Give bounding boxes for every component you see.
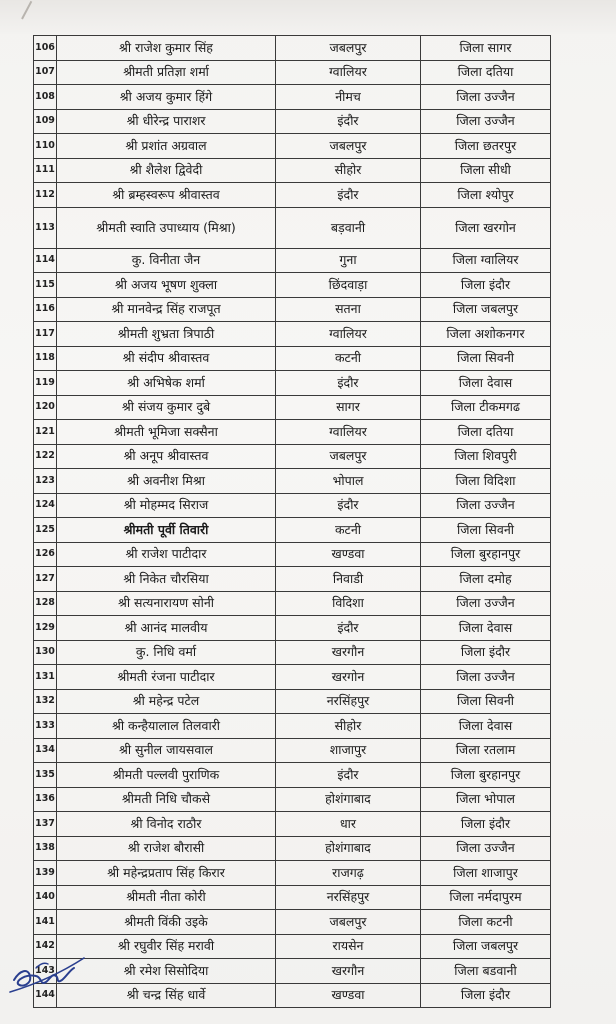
serial-number-cell: 130	[34, 640, 57, 665]
current-posting-cell: नरसिंहपुर	[276, 885, 421, 910]
serial-number-cell: 107	[34, 60, 57, 85]
current-posting-cell: कटनी	[276, 518, 421, 543]
new-posting-cell: जिला देवास	[421, 714, 551, 739]
new-posting-cell: जिला जबलपुर	[421, 934, 551, 959]
new-posting-cell: जिला खरगोन	[421, 207, 551, 248]
officer-name-cell: श्री अभिषेक शर्मा	[57, 371, 276, 396]
serial-number-cell: 108	[34, 85, 57, 110]
current-posting-cell: इंदौर	[276, 109, 421, 134]
officer-name-cell: श्री राजेश पाटीदार	[57, 542, 276, 567]
current-posting-cell: जबलपुर	[276, 36, 421, 61]
signature-icon	[6, 940, 86, 1000]
current-posting-cell: रायसेन	[276, 934, 421, 959]
table-row	[34, 518, 551, 543]
new-posting-cell: जिला सिवनी	[421, 518, 551, 543]
officer-name-cell: श्रीमती नीता कोरी	[57, 885, 276, 910]
current-posting-cell: जबलपुर	[276, 444, 421, 469]
new-posting-cell: जिला श्योपुर	[421, 183, 551, 208]
serial-number-cell: 141	[34, 910, 57, 935]
current-posting-cell: खरगौन	[276, 959, 421, 984]
table-row	[34, 346, 551, 371]
current-posting-cell: इंदौर	[276, 371, 421, 396]
table-row	[34, 322, 551, 347]
new-posting-cell: जिला इंदौर	[421, 812, 551, 837]
current-posting-cell: नरसिंहपुर	[276, 689, 421, 714]
table-row	[34, 787, 551, 812]
new-posting-cell: जिला देवास	[421, 371, 551, 396]
table-row	[34, 689, 551, 714]
serial-number-cell: 119	[34, 371, 57, 396]
officer-name-cell: श्री शैलेश द्विवेदी	[57, 158, 276, 183]
table-row	[34, 248, 551, 273]
serial-number-cell: 113	[34, 207, 57, 248]
new-posting-cell: जिला भोपाल	[421, 787, 551, 812]
current-posting-cell: खण्डवा	[276, 542, 421, 567]
new-posting-cell: जिला दमोह	[421, 567, 551, 592]
new-posting-cell: जिला दतिया	[421, 60, 551, 85]
table-row	[34, 85, 551, 110]
new-posting-cell: जिला उज्जैन	[421, 109, 551, 134]
table-row	[34, 640, 551, 665]
table-row	[34, 109, 551, 134]
officer-name-cell: श्री राजेश बौरासी	[57, 836, 276, 861]
officer-name-cell: श्रीमती निधि चौकसे	[57, 787, 276, 812]
serial-number-cell: 106	[34, 36, 57, 61]
officer-name-cell: श्रीमती शुभ्रता त्रिपाठी	[57, 322, 276, 347]
officer-name-cell: श्री महेन्द्रप्रताप सिंह किरार	[57, 861, 276, 886]
table-row	[34, 297, 551, 322]
table-row	[34, 444, 551, 469]
serial-number-cell: 126	[34, 542, 57, 567]
serial-number-cell: 136	[34, 787, 57, 812]
officer-name-cell: श्री निकेत चौरसिया	[57, 567, 276, 592]
serial-number-cell: 131	[34, 665, 57, 690]
serial-number-cell: 109	[34, 109, 57, 134]
table-body	[34, 36, 551, 1008]
table-row	[34, 616, 551, 641]
officer-name-cell: श्री मोहम्मद सिराज	[57, 493, 276, 518]
new-posting-cell: जिला इंदौर	[421, 273, 551, 298]
page-top-edge	[0, 0, 616, 34]
new-posting-cell: जिला उज्जैन	[421, 836, 551, 861]
serial-number-cell: 139	[34, 861, 57, 886]
officer-name-cell: श्री सत्यनारायण सोनी	[57, 591, 276, 616]
table-row	[34, 493, 551, 518]
table-row	[34, 812, 551, 837]
new-posting-cell: जिला टीकमगढ	[421, 395, 551, 420]
serial-number-cell: 120	[34, 395, 57, 420]
serial-number-cell: 116	[34, 297, 57, 322]
officer-name-cell: श्री कन्हैयालाल तिलवारी	[57, 714, 276, 739]
serial-number-cell: 122	[34, 444, 57, 469]
serial-number-cell: 124	[34, 493, 57, 518]
serial-number-cell: 129	[34, 616, 57, 641]
current-posting-cell: राजगढ़	[276, 861, 421, 886]
serial-number-cell: 123	[34, 469, 57, 494]
officer-name-cell: श्रीमती पल्लवी पुराणिक	[57, 763, 276, 788]
officer-name-cell: श्री राजेश कुमार सिंह	[57, 36, 276, 61]
officer-name-cell: श्री अजय भूषण शुक्ला	[57, 273, 276, 298]
table-row	[34, 738, 551, 763]
table-row	[34, 207, 551, 248]
new-posting-cell: जिला सिवनी	[421, 689, 551, 714]
officer-name-cell: श्री रघुवीर सिंह मरावी	[57, 934, 276, 959]
new-posting-cell: जिला अशोकनगर	[421, 322, 551, 347]
new-posting-cell: जिला उज्जैन	[421, 665, 551, 690]
serial-number-cell: 127	[34, 567, 57, 592]
officer-name-cell: श्रीमती स्वाति उपाध्याय (मिश्रा)	[57, 207, 276, 248]
current-posting-cell: सीहोर	[276, 714, 421, 739]
table-row	[34, 567, 551, 592]
officer-name-cell: श्रीमती रंजना पाटीदार	[57, 665, 276, 690]
table-row	[34, 959, 551, 984]
serial-number-cell: 117	[34, 322, 57, 347]
current-posting-cell: इंदौर	[276, 493, 421, 518]
new-posting-cell: जिला उज्जैन	[421, 85, 551, 110]
new-posting-cell: जिला सीधी	[421, 158, 551, 183]
new-posting-cell: जिला इंदौर	[421, 983, 551, 1008]
officer-name-cell: श्री अवनीश मिश्रा	[57, 469, 276, 494]
table-row	[34, 910, 551, 935]
serial-number-cell: 132	[34, 689, 57, 714]
officer-name-cell: श्री मानवेन्द्र सिंह राजपूत	[57, 297, 276, 322]
officer-name-cell: श्री विनोद राठौर	[57, 812, 276, 837]
serial-number-cell: 125	[34, 518, 57, 543]
table-row	[34, 591, 551, 616]
current-posting-cell: सागर	[276, 395, 421, 420]
new-posting-cell: जिला कटनी	[421, 910, 551, 935]
table-row	[34, 183, 551, 208]
serial-number-cell: 110	[34, 134, 57, 159]
current-posting-cell: ग्वालियर	[276, 420, 421, 445]
new-posting-cell: जिला विदिशा	[421, 469, 551, 494]
new-posting-cell: जिला इंदौर	[421, 640, 551, 665]
serial-number-cell: 134	[34, 738, 57, 763]
serial-number-cell: 144	[34, 983, 57, 1008]
officer-name-cell: कु. निधि वर्मा	[57, 640, 276, 665]
serial-number-cell: 111	[34, 158, 57, 183]
new-posting-cell: जिला शाजापुर	[421, 861, 551, 886]
table-row	[34, 885, 551, 910]
new-posting-cell: जिला जबलपुर	[421, 297, 551, 322]
table-row	[34, 134, 551, 159]
officer-name-cell: श्री ब्रम्हस्वरूप श्रीवास्तव	[57, 183, 276, 208]
new-posting-cell: जिला उज्जैन	[421, 591, 551, 616]
new-posting-cell: जिला दतिया	[421, 420, 551, 445]
table-row	[34, 665, 551, 690]
serial-number-cell: 112	[34, 183, 57, 208]
officer-name-cell: श्री संदीप श्रीवास्तव	[57, 346, 276, 371]
current-posting-cell: नीमच	[276, 85, 421, 110]
serial-number-cell: 135	[34, 763, 57, 788]
officer-name-cell: श्रीमती पूर्वी तिवारी	[57, 518, 276, 543]
serial-number-cell: 142	[34, 934, 57, 959]
table-row	[34, 861, 551, 886]
officer-name-cell: श्री रमेश सिसोदिया	[57, 959, 276, 984]
officer-name-cell: श्री सुनील जायसवाल	[57, 738, 276, 763]
new-posting-cell: जिला ग्वालियर	[421, 248, 551, 273]
current-posting-cell: ग्वालियर	[276, 60, 421, 85]
officer-name-cell: श्री प्रशांत अग्रवाल	[57, 134, 276, 159]
current-posting-cell: धार	[276, 812, 421, 837]
serial-number-cell: 115	[34, 273, 57, 298]
current-posting-cell: जबलपुर	[276, 910, 421, 935]
current-posting-cell: होशंगाबाद	[276, 836, 421, 861]
current-posting-cell: जबलपुर	[276, 134, 421, 159]
officer-name-cell: कु. विनीता जैन	[57, 248, 276, 273]
table-row	[34, 983, 551, 1008]
new-posting-cell: जिला उज्जैन	[421, 493, 551, 518]
officer-name-cell: श्री धीरेन्द्र पाराशर	[57, 109, 276, 134]
table-row	[34, 371, 551, 396]
officer-name-cell: श्रीमती भूमिजा सक्सैना	[57, 420, 276, 445]
table-row	[34, 395, 551, 420]
current-posting-cell: सीहोर	[276, 158, 421, 183]
officer-name-cell: श्रीमती प्रतिज्ञा शर्मा	[57, 60, 276, 85]
table-row	[34, 273, 551, 298]
current-posting-cell: शाजापुर	[276, 738, 421, 763]
current-posting-cell: विदिशा	[276, 591, 421, 616]
current-posting-cell: इंदौर	[276, 616, 421, 641]
current-posting-cell: गुना	[276, 248, 421, 273]
officer-name-cell: श्री संजय कुमार दुबे	[57, 395, 276, 420]
serial-number-cell: 143	[34, 959, 57, 984]
table-row	[34, 542, 551, 567]
new-posting-cell: जिला देवास	[421, 616, 551, 641]
table-row	[34, 36, 551, 61]
serial-number-cell: 114	[34, 248, 57, 273]
current-posting-cell: सतना	[276, 297, 421, 322]
officer-name-cell: श्री अनूप श्रीवास्तव	[57, 444, 276, 469]
officer-name-cell: श्रीमती विंकी उइके	[57, 910, 276, 935]
current-posting-cell: खरगौन	[276, 640, 421, 665]
new-posting-cell: जिला बुरहानपुर	[421, 763, 551, 788]
serial-number-cell: 128	[34, 591, 57, 616]
new-posting-cell: जिला सागर	[421, 36, 551, 61]
table-row	[34, 836, 551, 861]
table-row	[34, 714, 551, 739]
current-posting-cell: इंदौर	[276, 763, 421, 788]
transfer-list-table	[33, 35, 551, 1008]
table-row	[34, 158, 551, 183]
new-posting-cell: जिला बुरहानपुर	[421, 542, 551, 567]
current-posting-cell: खण्डवा	[276, 983, 421, 1008]
new-posting-cell: जिला शिवपुरी	[421, 444, 551, 469]
new-posting-cell: जिला नर्मदापुरम	[421, 885, 551, 910]
table-row	[34, 60, 551, 85]
current-posting-cell: निवाडी	[276, 567, 421, 592]
current-posting-cell: होशंगाबाद	[276, 787, 421, 812]
officer-name-cell: श्री आनंद मालवीय	[57, 616, 276, 641]
serial-number-cell: 137	[34, 812, 57, 837]
new-posting-cell: जिला सिवनी	[421, 346, 551, 371]
officer-name-cell: श्री महेन्द्र पटेल	[57, 689, 276, 714]
table-row	[34, 469, 551, 494]
current-posting-cell: इंदौर	[276, 183, 421, 208]
current-posting-cell: छिंदवाड़ा	[276, 273, 421, 298]
table-row	[34, 763, 551, 788]
new-posting-cell: जिला छतरपुर	[421, 134, 551, 159]
new-posting-cell: जिला बडवानी	[421, 959, 551, 984]
current-posting-cell: बड़वानी	[276, 207, 421, 248]
serial-number-cell: 138	[34, 836, 57, 861]
serial-number-cell: 118	[34, 346, 57, 371]
table-row	[34, 934, 551, 959]
officer-name-cell: श्री चन्द्र सिंह धार्वे	[57, 983, 276, 1008]
officer-name-cell: श्री अजय कुमार हिंगे	[57, 85, 276, 110]
current-posting-cell: खरगोन	[276, 665, 421, 690]
current-posting-cell: कटनी	[276, 346, 421, 371]
current-posting-cell: भोपाल	[276, 469, 421, 494]
table-row	[34, 420, 551, 445]
new-posting-cell: जिला रतलाम	[421, 738, 551, 763]
serial-number-cell: 121	[34, 420, 57, 445]
serial-number-cell: 133	[34, 714, 57, 739]
serial-number-cell: 140	[34, 885, 57, 910]
current-posting-cell: ग्वालियर	[276, 322, 421, 347]
